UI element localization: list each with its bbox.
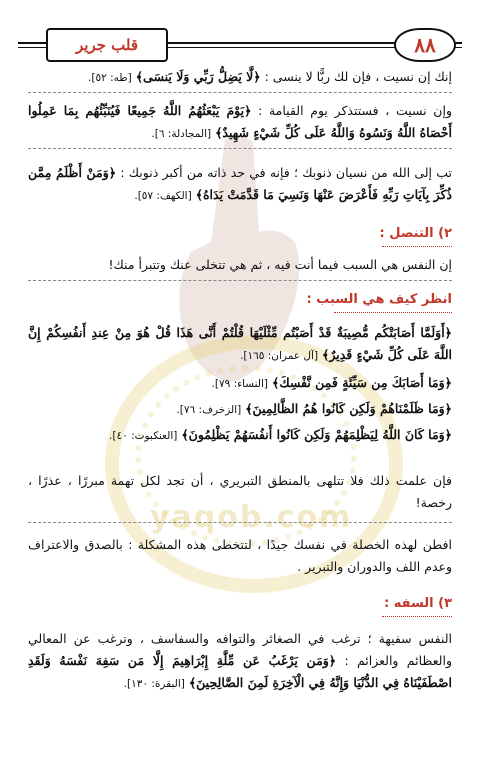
section-body: إن النفس هي السبب فيما أنت فيه ، ثم هي تتخلى عنك وتتبرأ منك! <box>108 257 452 272</box>
page-number: ٨٨ <box>414 33 436 57</box>
watermark-site-text: yaqob.com <box>150 500 353 535</box>
verse-reference: [النساء: ٧٩]. <box>211 378 269 390</box>
quran-verse: ﴿وَمَا ظَلَمْنَاهُمْ وَلَكِن كَانُوا هُمُ الظَّالِمِينَ﴾ <box>245 401 452 416</box>
subheading-underline <box>334 312 452 313</box>
divider <box>28 522 452 523</box>
verse-reference: [آل عمران: ١٦٥]. <box>240 350 319 362</box>
verse-reference: [العنكبوت: ٤٠]. <box>109 430 178 442</box>
quran-verse: ﴿أَوَلَمَّا أَصَابَتْكُم مُّصِيبَةٌ قَدْ أَصَبْتُم مِّثْلَيْهَا قُلْتُمْ أَنَّى هَذَا قُلْ هُوَ مِنْ عِندِ أَنفُسِكُمْ إِنَّ اللَّهَ عَلَى كُلِّ شَيْءٍ قَدِيرٌ﴾ <box>28 325 452 362</box>
heading-underline <box>382 616 452 617</box>
paragraph: افطن لهذه الخصلة في نفسك جيدًا ، لتتخطى هذه المشكلة : بالصدق والاعتراف وعدم اللف والدوران والتبرير . <box>28 537 452 574</box>
divider <box>28 280 452 281</box>
verse-reference: [الكهف: ٥٧]. <box>134 190 192 202</box>
verse-reference: [المجادلة: ٦]. <box>151 128 212 140</box>
verse-line <box>28 424 452 447</box>
paragraph-text: وإن نسيت ، فستتذكر يوم القيامة : <box>258 103 452 118</box>
quran-verse: ﴿وَمَن يَرْغَبُ عَن مِّلَّةِ إِبْرَاهِيمَ إِلَّا مَن سَفِهَ نَفْسَهُ وَلَقَدِ اصْطَفَيْنَاهُ فِي الدُّنْيَا وَإِنَّهُ فِي الْآخِرَةِ لَمِنَ الصَّالِحِينَ﴾ <box>28 653 452 690</box>
book-title: قلب جرير <box>75 36 139 54</box>
verse-line <box>28 322 452 367</box>
verse-reference: [الزخرف: ٧٦]. <box>176 404 242 416</box>
paragraph-text: تب إلى الله من نسيان ذنوبك ؛ فإنه في حد ذاته من أكبر ذنوبك : <box>120 165 452 180</box>
paragraph-text: إنك إن نسيت ، فإن لك ربًّا لا ينسى : <box>264 69 452 84</box>
paragraph <box>28 628 452 695</box>
page-number-frame <box>394 28 456 62</box>
quran-verse: ﴿وَمَا أَصَابَكَ مِن سَيِّئَةٍ فَمِن نَّفْسِكَ﴾ <box>272 375 452 390</box>
verse-line <box>28 398 452 421</box>
paragraph-text: النفس سفيهة ؛ ترغب في الصغائر والتوافه والسفاسف ، وترغب عن المعالي والعظائم والعزائم : <box>28 631 452 668</box>
section-heading: ٢) التنصل : <box>379 226 452 241</box>
paragraph <box>28 100 452 145</box>
divider <box>28 148 452 149</box>
quran-verse: ﴿يَوْمَ يَبْعَثُهُمُ اللَّهُ جَمِيعًا فَيُنَبِّئُهُم بِمَا عَمِلُوا أَحْصَاهُ اللَّهُ وَنَسُوهُ وَاللَّهُ عَلَى كُلِّ شَيْءٍ شَهِيدٌ﴾ <box>28 103 452 140</box>
paragraph <box>28 162 452 207</box>
verse-reference: [البقرة: ١٣٠]. <box>123 678 185 690</box>
quran-verse: ﴿لَّا يَضِلُّ رَبِّي وَلَا يَنسَى﴾ <box>135 69 261 84</box>
section-heading: ٣) السفه : <box>384 596 452 611</box>
quran-verse: ﴿وَمَنْ أَظْلَمُ مِمَّن ذُكِّرَ بِآيَاتِ رَبِّهِ فَأَعْرَضَ عَنْهَا وَنَسِيَ مَا قَدَّمَتْ يَدَاهُ﴾ <box>28 165 452 202</box>
book-title-frame <box>46 28 168 62</box>
quran-verse: ﴿وَمَا كَانَ اللَّهُ لِيَظْلِمَهُمْ وَلَكِن كَانُوا أَنفُسَهُمْ يَظْلِمُونَ﴾ <box>181 427 452 442</box>
verse-line <box>28 372 452 395</box>
paragraph <box>28 66 452 89</box>
subheading: انظر كيف هي السبب : <box>306 292 452 307</box>
page-header <box>18 26 462 66</box>
heading-underline <box>382 246 452 247</box>
paragraph: فإن علمت ذلك فلا تتلهى بالمنطق التبريري ، أن تجد لكل تهمة مبررًا ، عذرًا ، رخصة! <box>28 473 452 510</box>
verse-reference: [طه: ٥٢]. <box>88 72 132 84</box>
divider <box>28 92 452 93</box>
